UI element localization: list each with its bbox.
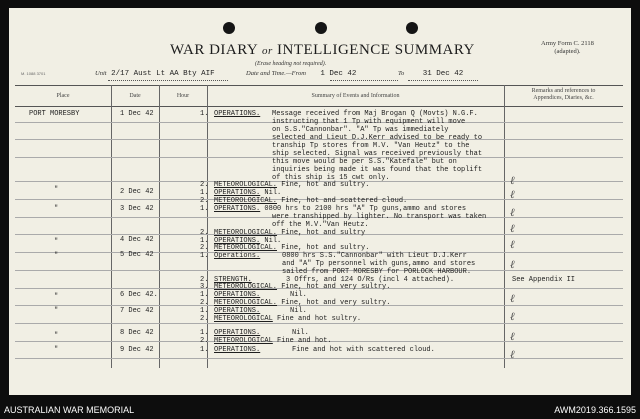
item-number: 2.	[200, 299, 209, 307]
summary-line: selected and Lieut D.J.Kerr advised to be ready to	[272, 134, 483, 142]
ops-heading-text: OPERATIONS.	[214, 189, 261, 197]
item-number: 3.	[200, 283, 209, 291]
met-heading	[214, 316, 361, 324]
date-entry: 5 Dec 42	[120, 251, 154, 259]
date-entry: 9 Dec 42	[120, 346, 154, 354]
met-heading-text: METEOROLOGICAL	[214, 315, 273, 323]
summary-line: Message received from Maj Brogan Q (Movts) N.G.F.	[272, 110, 478, 118]
item-number: 1.	[200, 329, 209, 337]
ditto-mark: "	[54, 252, 59, 260]
ops-heading-text: OPERATIONS.	[214, 205, 261, 213]
ops-heading	[214, 253, 260, 261]
met-text: Fine, hot and sultry.	[281, 181, 370, 189]
column-header-remarks	[504, 88, 623, 102]
remarks-header-line2: Appendices, Diaries, &c.	[533, 95, 594, 101]
punch-hole	[315, 22, 327, 34]
place-port-moresby: PORT MORESBY	[29, 110, 80, 118]
date-entry: 6 Dec 42.	[120, 291, 158, 299]
column-header-place: Place	[56, 93, 70, 99]
date-from-label: Date and Time.—From	[246, 70, 306, 77]
met-text: Fine, hot and very sultry.	[281, 299, 391, 307]
date-entry: 2 Dec 42	[120, 188, 154, 196]
summary-line: and "A" Tp personnel with guns,ammo and stores	[282, 260, 476, 268]
date-to-label: To	[398, 70, 405, 77]
summary-line: off the M.V."Van Heutz.	[272, 221, 369, 229]
date-entry: 7 Dec 42	[120, 307, 154, 315]
form-number	[541, 40, 594, 56]
met-heading-text: METEOROLOGICAL.	[214, 229, 278, 237]
summary-line: instructing that 1 Tp with equipment will move	[272, 118, 466, 126]
ops-text: Nil.	[290, 291, 307, 299]
table-top-rule	[15, 85, 623, 86]
met-heading-text: METEOROLOGICAL.	[214, 197, 278, 205]
met-heading-text: METEOROLOGICAL.	[214, 244, 278, 252]
met-heading-text: METEOROLOGICAL.	[214, 299, 278, 307]
strength-heading-text: STRENGTH.	[214, 276, 252, 284]
ops-heading	[214, 347, 260, 355]
handwritten-initial-icon: ℓ	[510, 258, 515, 271]
met-text: Fine and hot.	[277, 337, 332, 345]
column-header-hour: Hour	[176, 93, 190, 99]
title-intelligence-summary: INTELLIGENCE SUMMARY	[276, 42, 475, 58]
ops-text: 0800 hrs to 2100 hrs "A" Tp guns,ammo and stores	[264, 205, 467, 213]
ops-heading-text: OPERATIONS.	[214, 346, 261, 354]
handwritten-initial-icon: ℓ	[510, 292, 515, 305]
ops-heading-text: OPERATIONS.	[214, 237, 261, 245]
met-heading-text: METEOROLOGICAL	[214, 337, 273, 345]
item-number: 1.	[200, 346, 209, 354]
ops-heading-text: OPERATIONS.	[214, 307, 261, 315]
summary-line: inquiries being made it was found that the toplift	[272, 166, 483, 174]
summary-line: were transhipped by lighter. No transport was taken	[272, 213, 487, 221]
date-from-value: 1 Dec 42	[320, 70, 357, 78]
item-number: 2.	[200, 197, 209, 205]
form-number-text: Army Form C. 2118	[541, 40, 594, 47]
met-heading	[214, 338, 332, 346]
item-number: 2.	[200, 181, 209, 189]
handwritten-initial-icon: ℓ	[510, 222, 515, 235]
date-from-underline	[330, 80, 398, 81]
ops-text: Nil.	[292, 329, 309, 337]
date-to-value: 31 Dec 42	[422, 70, 464, 78]
summary-line: ship selected. Signal was received previously that	[272, 150, 483, 158]
column-divider	[159, 85, 160, 368]
summary-line: of this ship is 15 cwt only.	[272, 174, 390, 182]
column-header-summary: Summary of Events and Information	[311, 93, 400, 99]
handwritten-initial-icon: ℓ	[510, 348, 515, 361]
met-text: Fine and hot sultry.	[277, 315, 362, 323]
page-title	[170, 42, 475, 59]
met-text: Fine, hot and very sultry.	[281, 283, 391, 291]
item-number: 2.	[200, 276, 209, 284]
date-from-field	[246, 70, 356, 78]
column-divider	[111, 85, 112, 368]
summary-line: sailed from PORT MORESBY for PORLOCK HARBOUR.	[282, 268, 472, 276]
summary-line: this move would be per S.S."Katefale" but on	[272, 158, 457, 166]
print-code: M. 1088 3701	[21, 71, 46, 76]
handwritten-initial-icon: ℓ	[510, 330, 515, 343]
ops-heading-text: OPERATIONS.	[214, 291, 261, 299]
column-divider	[504, 85, 505, 368]
unit-underline	[108, 80, 228, 81]
date-to-underline	[408, 80, 478, 81]
ops-text: Nil.	[290, 307, 307, 315]
title-or: or	[261, 45, 273, 57]
date-entry: 4 Dec 42	[120, 236, 154, 244]
row-rule	[15, 358, 623, 359]
ops-heading-text: OPERATIONS.	[214, 110, 261, 118]
item-number: 2.	[200, 244, 209, 252]
unit-label: Unit	[95, 70, 107, 77]
item-number: 1.	[200, 252, 209, 260]
item-number: 1.	[200, 307, 209, 315]
appendix-reference: See Appendix II	[512, 276, 576, 284]
item-number: 1.	[200, 205, 209, 213]
met-text: Fine, hot and scattered cloud.	[281, 197, 408, 205]
ops-heading-text: Operations.	[214, 252, 261, 260]
ops-heading-text: OPERATIONS.	[214, 329, 261, 337]
item-number: 1.	[200, 110, 209, 118]
footer-credit: AUSTRALIAN WAR MEMORIAL	[4, 405, 135, 415]
ditto-mark: "	[54, 332, 59, 340]
item-number: 2.	[200, 315, 209, 323]
summary-line: 0800 hrs S.S."Cannonbar" with Lieut D.J.Kerr	[282, 252, 467, 260]
date-entry: 8 Dec 42	[120, 329, 154, 337]
item-number: 1.	[200, 291, 209, 299]
punch-hole	[223, 22, 235, 34]
form-adapted: (adapted).	[554, 48, 581, 55]
subtitle: (Erase heading not required).	[255, 61, 327, 67]
handwritten-initial-icon: ℓ	[510, 310, 515, 323]
item-number: 1.	[200, 189, 209, 197]
column-header-date: Date	[129, 93, 141, 99]
ops-heading	[214, 111, 260, 119]
ops-text: Nil.	[264, 237, 282, 245]
title-war-diary: WAR DIARY	[170, 42, 258, 58]
unit-value: 2/17 Aust Lt AA Bty AIF	[111, 70, 215, 78]
date-entry: 1 Dec 42	[120, 110, 154, 118]
footer-accession-number: AWM2019.366.1595	[554, 405, 636, 415]
punch-hole	[406, 22, 418, 34]
unit-field	[95, 70, 215, 78]
ditto-mark: "	[54, 186, 59, 194]
ditto-mark: "	[54, 307, 59, 315]
ops-text: Nil.	[264, 189, 282, 197]
ditto-mark: "	[54, 205, 59, 213]
item-number: 1.	[200, 237, 209, 245]
summary-line: on S.S."Cannonbar". "A" Tp was immediately	[272, 126, 449, 134]
met-heading-text: METEOROLOGICAL.	[214, 181, 278, 189]
remarks-header-line1: Remarks and references to	[531, 88, 596, 94]
column-divider	[207, 85, 208, 368]
date-to-field	[398, 70, 463, 78]
ops-text: Fine and hot with scattered cloud.	[292, 346, 435, 354]
handwritten-initial-icon: ℓ	[510, 188, 515, 201]
met-text: Fine, hot and sultry.	[281, 244, 370, 252]
strength-text: 3 Offrs, and 124 O/Rs (incl 4 attached).	[286, 276, 455, 284]
item-number: 2.	[200, 337, 209, 345]
handwritten-initial-icon: ℓ	[510, 238, 515, 251]
handwritten-initial-icon: ℓ	[510, 174, 515, 187]
summary-line: tranship Tp stores from M.V. "Van Heutz" to the	[272, 142, 470, 150]
ditto-mark: "	[54, 293, 59, 301]
header-bottom-rule	[15, 106, 623, 107]
item-number: 2.	[200, 229, 209, 237]
date-entry: 3 Dec 42	[120, 205, 154, 213]
ditto-mark: "	[54, 238, 59, 246]
met-heading-text: METEOROLOGICAL.	[214, 283, 278, 291]
ditto-mark: "	[54, 346, 59, 354]
met-text: Fine, hot and sultry	[281, 229, 366, 237]
handwritten-initial-icon: ℓ	[510, 206, 515, 219]
